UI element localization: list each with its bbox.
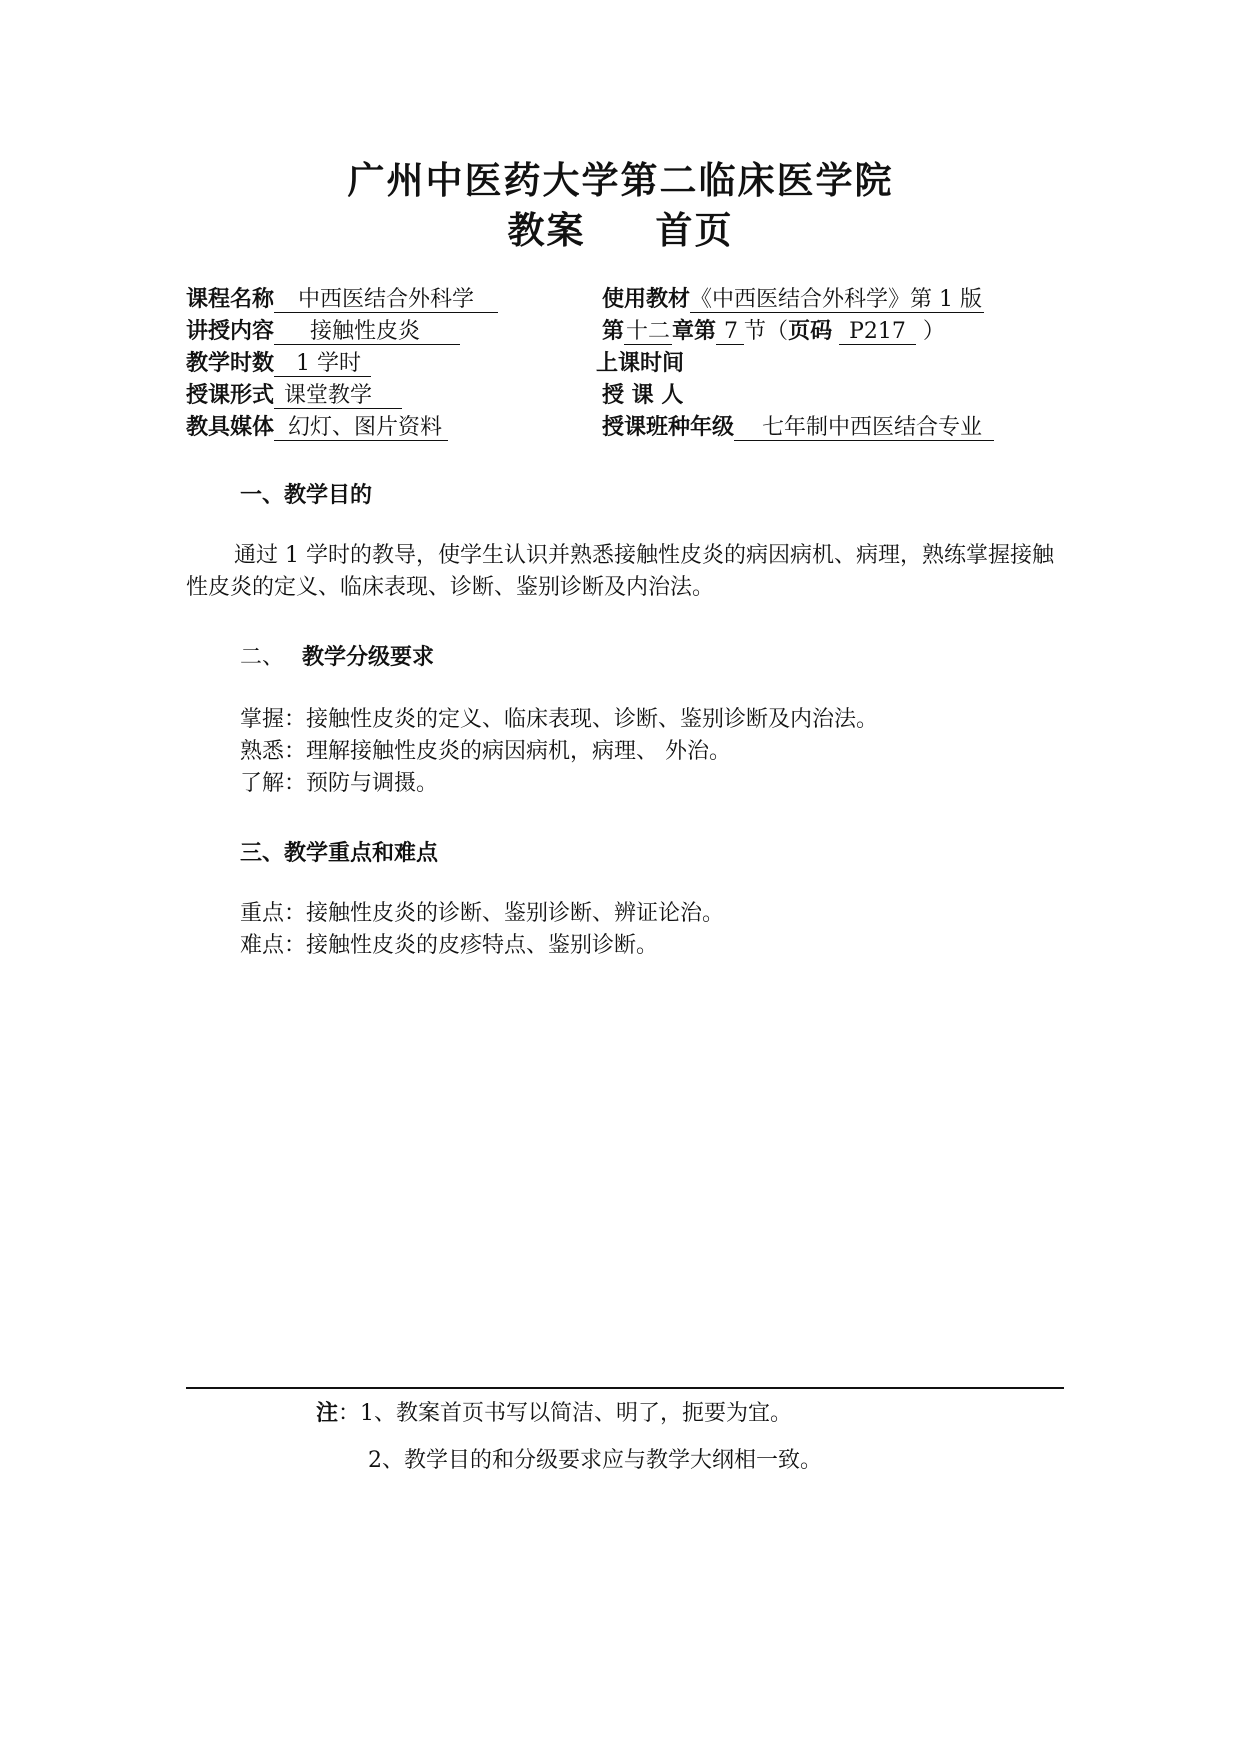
course-name-label: 课程名称 [186, 286, 275, 312]
section-3-heading: 三、教学重点和难点 [240, 840, 439, 866]
textbook-label: 使用教材 [602, 286, 691, 312]
hours-value: 1 学时 [274, 352, 371, 377]
textbook-row [602, 284, 984, 315]
section-1-body: 通过 1 学时的教导，使学生认识并熟悉接触性皮炎的病因病机、病理，熟练掌握接触性皮炎的定义、临床表现、诊断、鉴别诊断及内治法。 [186, 543, 1054, 600]
class-time-label: 上课时间 [596, 350, 685, 376]
page-number: P217 [839, 320, 916, 345]
page-label: 页码 [788, 318, 833, 344]
content-row [186, 316, 460, 347]
section-1-heading: 一、教学目的 [240, 482, 373, 508]
subtitle-part-1: 教案 [507, 208, 586, 252]
media-value: 幻灯、图片资料 [274, 416, 448, 441]
page-close: ） [922, 319, 945, 344]
format-value: 课堂教学 [274, 384, 402, 409]
class-grade-row [602, 412, 994, 443]
chapter-row [602, 316, 945, 347]
class-time-row [596, 348, 684, 379]
format-label: 授课形式 [186, 382, 275, 408]
textbook-value: 《中西医结合外科学》第 1 版 [690, 287, 982, 312]
chapter-prefix: 第 [602, 318, 625, 344]
section-2-line-master: 掌握：接触性皮炎的定义、临床表现、诊断、鉴别诊断及内治法。 [240, 707, 879, 732]
content-value: 接触性皮炎 [274, 320, 460, 345]
section-number: 7 [716, 320, 744, 345]
page-title: 广州中医药大学第二临床医学院 [347, 158, 894, 202]
chapter-mid: 章第 [672, 318, 717, 344]
hours-label: 教学时数 [186, 350, 275, 376]
content-label: 讲授内容 [186, 318, 275, 344]
class-grade-value: 七年制中西医结合专业 [734, 416, 994, 441]
note-label: 注 [316, 1400, 339, 1426]
subtitle-part-2: 首页 [655, 208, 734, 252]
course-name-value: 中西医结合外科学 [274, 288, 498, 313]
note-1 [316, 1396, 792, 1427]
hours-row [186, 348, 371, 379]
section-2-number: 二、 [240, 645, 285, 670]
chapter-number: 十二 [626, 319, 671, 344]
format-row [186, 380, 402, 411]
section-2-line-understand: 了解：预防与调摄。 [240, 771, 439, 796]
course-name-row [186, 284, 498, 315]
media-row [186, 412, 448, 443]
teacher-row [602, 380, 683, 411]
section-suffix: 节（ [744, 319, 789, 344]
notes-divider [186, 1387, 1064, 1389]
teacher-label: 授 课 人 [602, 382, 684, 408]
section-2-heading [240, 640, 434, 671]
class-grade-label: 授课班种年级 [602, 414, 735, 440]
section-2-line-familiar: 熟悉：理解接触性皮炎的病因病机，病理、 外治。 [240, 739, 731, 764]
page-subtitle [0, 200, 1241, 254]
note-2: 2、教学目的和分级要求应与教学大纲相一致。 [368, 1448, 822, 1473]
section-3-line-key: 重点：接触性皮炎的诊断、鉴别诊断、辨证论治。 [240, 901, 725, 926]
note-1-text: ：1、教案首页书写以简洁、明了，扼要为宜。 [338, 1401, 793, 1426]
section-3-line-difficult: 难点：接触性皮炎的皮疹特点、鉴别诊断。 [240, 933, 659, 958]
media-label: 教具媒体 [186, 414, 275, 440]
section-2-title: 教学分级要求 [302, 644, 435, 670]
